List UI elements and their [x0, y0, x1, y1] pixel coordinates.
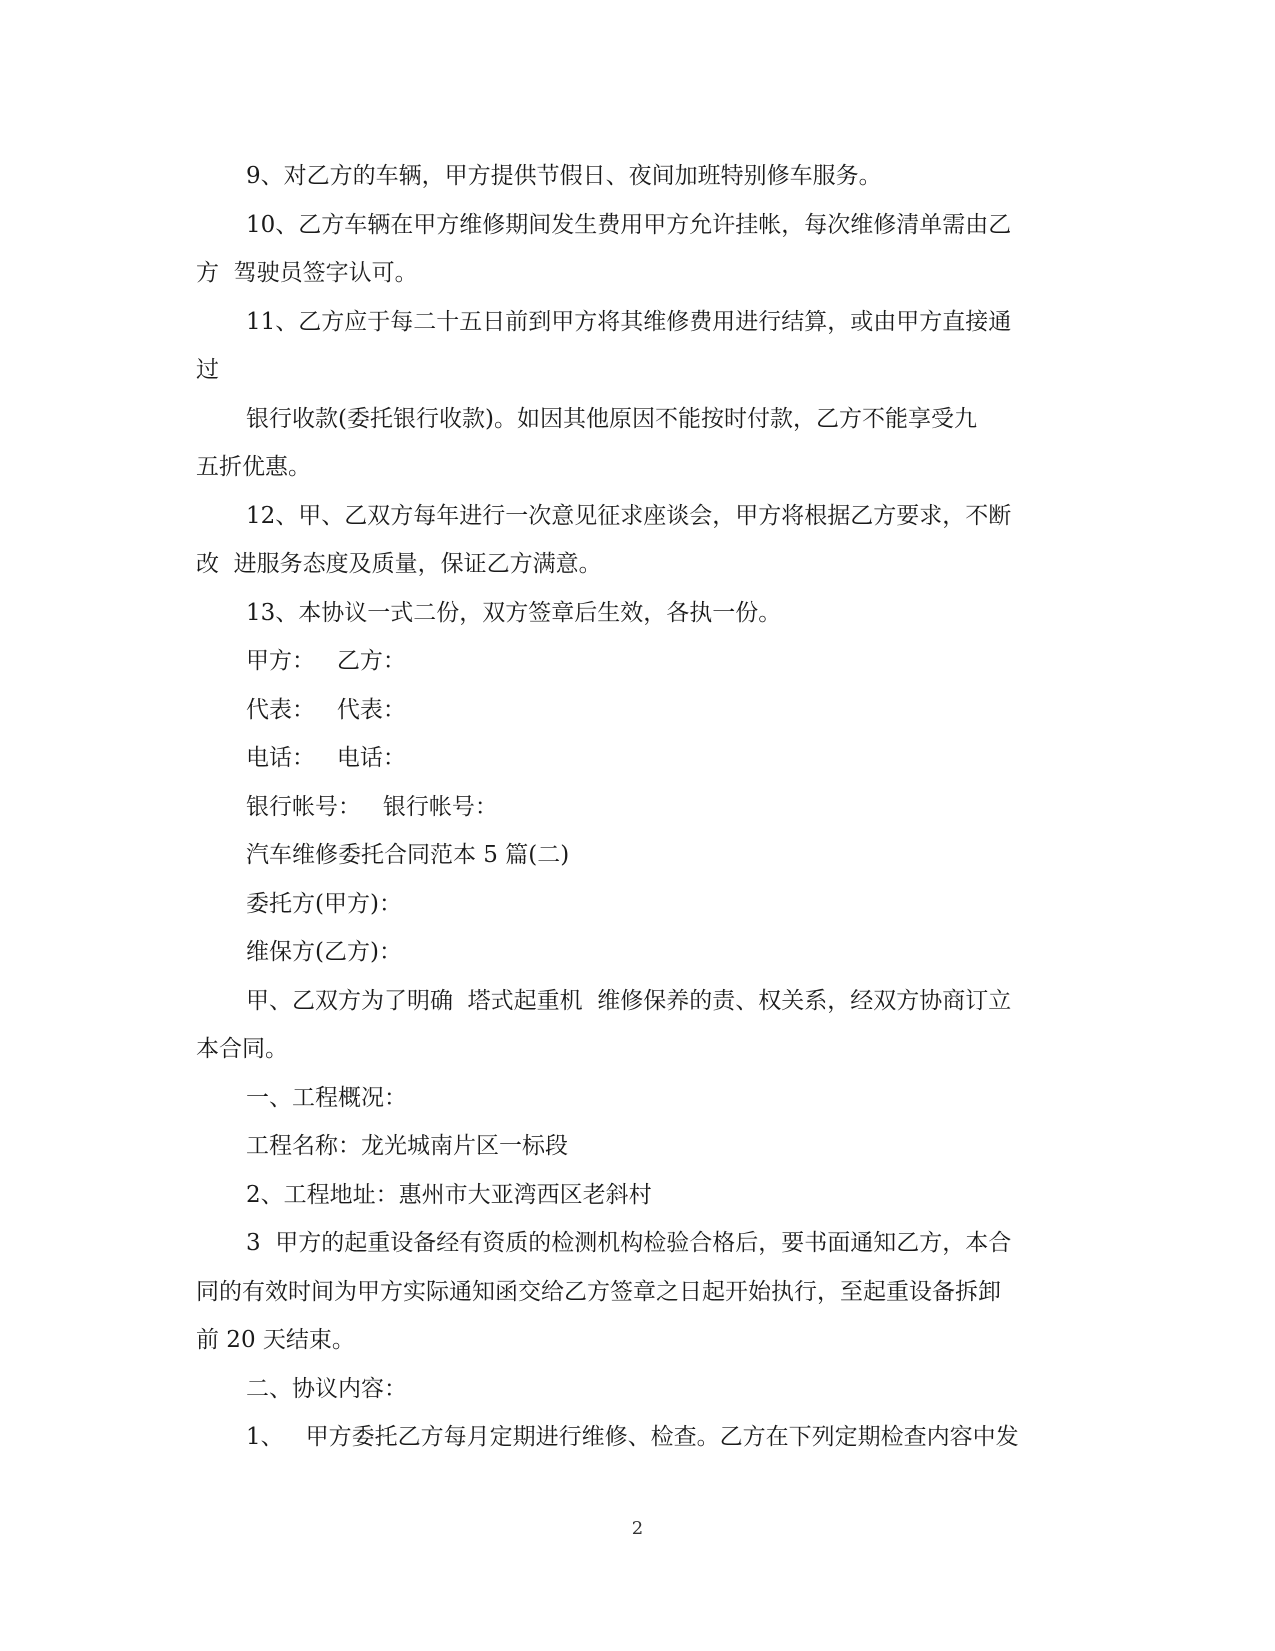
clause-11-line-4: 五折优惠。: [196, 454, 311, 480]
clause-3-line-1: 3 甲方的起重设备经有资质的检测机构检验合格后，要书面通知乙方，本合: [246, 1230, 1012, 1256]
clause-3-line-2: 同的有效时间为甲方实际通知函交给乙方签章之日起开始执行，至起重设备拆卸: [196, 1278, 1001, 1305]
heading-project-overview: 一、工程概况：: [246, 1084, 407, 1111]
preamble-line-1: 甲、乙双方为了明确 塔式起重机 维修保养的责、权关系，经双方协商订立: [246, 987, 1012, 1014]
clause-12-line-1: 12、甲、乙双方每年进行一次意见征求座谈会，甲方将根据乙方要求，不断: [246, 502, 1012, 529]
clause-10-line-1: 10、乙方车辆在甲方维修期间发生费用甲方允许挂帐，每次维修清单需由乙: [246, 211, 1012, 238]
signature-parties: 甲方： 乙方：: [246, 648, 406, 674]
maintenance-party: 维保方(乙方)：: [246, 939, 402, 965]
heading-agreement-content: 二、协议内容：: [246, 1375, 407, 1402]
page-number: 2: [631, 1518, 644, 1539]
client-party: 委托方(甲方)：: [246, 890, 402, 917]
clause-10-line-2: 方 驾驶员签字认可。: [196, 260, 418, 286]
clause-13: 13、本协议一式二份，双方签章后生效，各执一份。: [246, 599, 782, 626]
preamble-line-2: 本合同。: [196, 1036, 288, 1062]
signature-bank-accounts: 银行帐号： 银行帐号：: [246, 793, 498, 820]
project-name: 工程名称：龙光城南片区一标段: [246, 1133, 568, 1159]
project-address: 2、工程地址：惠州市大亚湾西区老斜村: [246, 1181, 652, 1208]
clause-3-line-3: 前 20 天结束。: [196, 1327, 355, 1353]
clause-11-line-1: 11、乙方应于每二十五日前到甲方将其维修费用进行结算，或由甲方直接通: [246, 308, 1012, 335]
signature-representatives: 代表： 代表：: [246, 696, 406, 723]
clause-11-line-3: 银行收款(委托银行收款)。如因其他原因不能按时付款，乙方不能享受九: [246, 405, 977, 432]
clause-11-line-2: 过: [196, 357, 219, 383]
section-title: 汽车维修委托合同范本 5 篇(二): [246, 842, 570, 868]
clause-12-line-2: 改 进服务态度及质量，保证乙方满意。: [196, 551, 602, 577]
document-body: [196, 152, 1066, 1462]
clause-9: 9、对乙方的车辆，甲方提供节假日、夜间加班特别修车服务。: [246, 163, 882, 189]
agreement-clause-1: 1、 甲方委托乙方每月定期进行维修、检查。乙方在下列定期检查内容中发: [246, 1424, 1019, 1450]
signature-phones: 电话： 电话：: [246, 745, 406, 771]
